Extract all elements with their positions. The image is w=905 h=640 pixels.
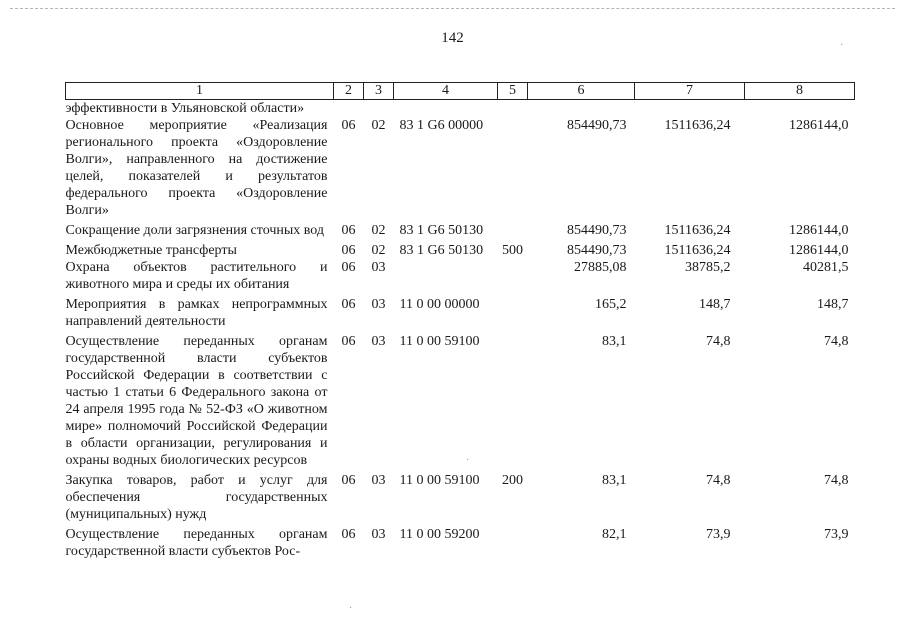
row-section bbox=[334, 100, 364, 118]
row-expense-type bbox=[498, 259, 528, 296]
row-target-code bbox=[394, 100, 498, 118]
row-subsection: 03 bbox=[371, 297, 386, 312]
row-section: 06 bbox=[341, 334, 356, 349]
row-name: эффективности в Ульяновской области» bbox=[65, 101, 305, 116]
row-subsection: 03 bbox=[371, 527, 386, 542]
row-expense-type bbox=[498, 296, 528, 333]
scan-top-edge bbox=[10, 8, 895, 9]
header-col-2: 2 bbox=[334, 83, 364, 100]
row-subsection bbox=[364, 100, 394, 118]
header-col-3: 3 bbox=[364, 83, 394, 100]
table-row bbox=[66, 242, 855, 259]
row-name: Основное мероприятие «Реализация регионального проекта «Оздоровление Волги», направленного на достижение целей, показателей и результатов федерального проекта «Оздоровление Волги» bbox=[65, 118, 328, 218]
row-name: Мероприятия в рамках непрограммных направлений деятельности bbox=[65, 297, 328, 329]
row-amount-col7 bbox=[635, 100, 745, 118]
row-name: Осуществление переданных органам государственной власти субъектов Российской Федерации в соответствии с частью 1 статьи 6 Федерального закона от 24 апреля 1995 года № 52-ФЗ «О животном мире» полномочий Российской Федерации в области организации, регулирования и охраны водных биологических ресурсов bbox=[65, 334, 328, 468]
row-expense-type bbox=[498, 100, 528, 118]
scan-speck: · bbox=[466, 455, 470, 466]
column-number-header bbox=[66, 83, 855, 100]
row-target-code: 11 0 00 59100 bbox=[399, 473, 480, 488]
budget-table bbox=[65, 82, 855, 560]
row-amount-col6: 82,1 bbox=[602, 527, 627, 542]
row-amount-col7: 1511636,24 bbox=[664, 243, 731, 258]
header-col-8: 8 bbox=[745, 83, 855, 100]
row-amount-col6: 854490,73 bbox=[567, 223, 627, 238]
table-row bbox=[66, 100, 855, 118]
row-amount-col8: 74,8 bbox=[824, 473, 849, 488]
row-subsection: 02 bbox=[371, 118, 386, 133]
scan-speck: · bbox=[840, 40, 844, 51]
header-col-6: 6 bbox=[528, 83, 635, 100]
row-target-code: 83 1 G6 00000 bbox=[399, 118, 484, 133]
row-target-code: 11 0 00 59200 bbox=[399, 527, 480, 542]
row-section: 06 bbox=[341, 527, 356, 542]
row-amount-col8: 73,9 bbox=[824, 527, 849, 542]
header-col-7: 7 bbox=[635, 83, 745, 100]
row-name: Охрана объектов растительного и животного мира и среды их обитания bbox=[65, 260, 328, 292]
row-subsection: 03 bbox=[371, 260, 386, 275]
row-amount-col7: 74,8 bbox=[706, 473, 731, 488]
row-amount-col8: 1286144,0 bbox=[789, 243, 849, 258]
row-expense-type bbox=[498, 333, 528, 472]
row-amount-col8: 40281,5 bbox=[803, 260, 849, 275]
row-amount-col8: 148,7 bbox=[817, 297, 849, 312]
row-expense-type: 200 bbox=[502, 473, 523, 488]
row-target-code: 83 1 G6 50130 bbox=[399, 223, 484, 238]
scan-speck: · bbox=[349, 603, 353, 614]
row-amount-col7: 73,9 bbox=[706, 527, 731, 542]
row-expense-type bbox=[498, 526, 528, 560]
row-subsection: 03 bbox=[371, 473, 386, 488]
table-row bbox=[66, 296, 855, 333]
row-subsection: 02 bbox=[371, 223, 386, 238]
row-amount-col7: 1511636,24 bbox=[664, 223, 731, 238]
table-row bbox=[66, 333, 855, 472]
row-amount-col8: 1286144,0 bbox=[789, 223, 849, 238]
row-target-code bbox=[394, 259, 498, 296]
row-section: 06 bbox=[341, 223, 356, 238]
row-subsection: 03 bbox=[371, 334, 386, 349]
row-section: 06 bbox=[341, 118, 356, 133]
row-amount-col6: 27885,08 bbox=[574, 260, 627, 275]
row-target-code: 11 0 00 00000 bbox=[399, 297, 480, 312]
row-section: 06 bbox=[341, 297, 356, 312]
row-subsection: 02 bbox=[371, 243, 386, 258]
page-number: 142 bbox=[441, 30, 464, 46]
row-amount-col6 bbox=[528, 100, 635, 118]
row-amount-col8: 74,8 bbox=[824, 334, 849, 349]
row-section: 06 bbox=[341, 260, 356, 275]
table-row bbox=[66, 472, 855, 526]
row-target-code: 83 1 G6 50130 bbox=[399, 243, 484, 258]
row-amount-col8 bbox=[745, 100, 855, 118]
table-row bbox=[66, 526, 855, 560]
row-target-code: 11 0 00 59100 bbox=[399, 334, 480, 349]
row-name: Сокращение доли загрязнения сточных вод bbox=[65, 223, 325, 238]
row-name: Межбюджетные трансферты bbox=[65, 243, 237, 258]
table-row bbox=[66, 117, 855, 222]
row-section: 06 bbox=[341, 473, 356, 488]
row-amount-col7: 1511636,24 bbox=[664, 118, 731, 133]
row-amount-col6: 854490,73 bbox=[567, 118, 627, 133]
row-amount-col8: 1286144,0 bbox=[789, 118, 849, 133]
row-amount-col7: 74,8 bbox=[706, 334, 731, 349]
row-amount-col6: 83,1 bbox=[602, 473, 627, 488]
row-section: 06 bbox=[341, 243, 356, 258]
row-amount-col6: 165,2 bbox=[595, 297, 627, 312]
header-col-5: 5 bbox=[498, 83, 528, 100]
row-amount-col6: 854490,73 bbox=[567, 243, 627, 258]
table-row bbox=[66, 222, 855, 242]
row-amount-col7: 38785,2 bbox=[685, 260, 731, 275]
row-name: Закупка товаров, работ и услуг для обеспечения государственных (муниципальных) нужд bbox=[65, 473, 328, 522]
table-row bbox=[66, 259, 855, 296]
row-name: Осуществление переданных органам государственной власти субъектов Рос- bbox=[65, 527, 328, 559]
row-expense-type bbox=[498, 222, 528, 242]
row-expense-type bbox=[498, 117, 528, 222]
header-col-1: 1 bbox=[66, 83, 334, 100]
row-amount-col6: 83,1 bbox=[602, 334, 627, 349]
header-col-4: 4 bbox=[394, 83, 498, 100]
row-expense-type: 500 bbox=[502, 243, 523, 258]
row-amount-col7: 148,7 bbox=[699, 297, 731, 312]
